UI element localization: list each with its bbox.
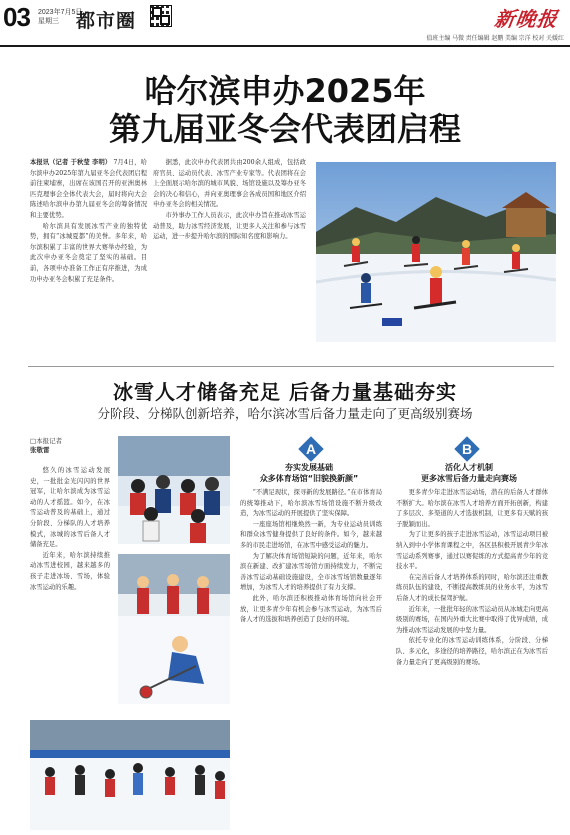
qr-code-icon [150, 5, 172, 27]
lead-headline [0, 72, 570, 148]
lead-paragraph: 7月4日，哈尔滨申办2025年第九届亚冬会代表团启程前往柬埔寨，出席在该国召开的亚洲奥林匹克理事会全体代表大会，届时将向大会陈述哈尔滨申办第九届亚冬会的筹备情况和主要优势。 [30, 159, 147, 219]
youth-skating-photo-image [30, 720, 230, 830]
lead-story-column-2 [153, 158, 306, 358]
section-b-paragraph: 近年来，一批批年轻的冰雪运动员从冰城走向更高级别的赛场，在国内外重大比赛中取得了优异成绩，成为推动冰雪运动发展的中坚力量。 [396, 605, 548, 634]
section-a-paragraph: 一座座场馆相继焕然一新，为专业运动员训练和群众冰雪健身提供了良好的条件。如今，越来越多的市民走进场馆，在冰雪中感受运动的魅力。 [240, 520, 382, 549]
section-b-title-line1: 活化人才机制 [445, 463, 493, 472]
section-a-title [238, 462, 380, 484]
section-b-paragraph: 为了让更多的孩子走进冰雪运动，冰雪运动项目被纳入到中小学体育课程之中，各区县积极开展青少年冰雪运动系列赛事，通过以赛促练的方式提高青少年的竞技水平。 [396, 531, 548, 571]
subsection-deck: 分阶段、分梯队创新培养，哈尔滨冰雪后备力量走向了更高级别赛场 [97, 406, 473, 421]
masthead [0, 0, 570, 50]
section-a-paragraph: 此外，哈尔滨还积极推动体育场馆向社会开放，让更多青少年有机会参与冰雪运动，为冰雪后备人才的选拔和培养创造了良好的环境。 [240, 594, 382, 624]
left-paragraph: 悠久的冰雪运动发展史，一批批金光闪闪的世界冠军，让哈尔滨成为冰雪运动的人才摇篮。如今，在冰雪运动普及的基础上，通过分阶段、分梯队的人才培养模式，冰城的冰雪后备人才储备充足。 [30, 467, 110, 549]
subsection-byline [30, 437, 110, 455]
section-name: 都市圈 [76, 11, 137, 32]
lead-paragraph: 哈尔滨具有发展冰雪产业的独特优势，拥有“冰城夏都”的美誉。多年来，哈尔滨积累了丰富的世界大赛举办经验，为此次申办亚冬会奠定了坚实的基础。目前，各项申办准备工作正有序推进，为成功申办亚冬会积累了充足条件。 [30, 222, 147, 283]
section-a-title-line2: 众多体育场馆“旧貌换新颜” [259, 474, 359, 483]
lead-story-column-1 [30, 158, 147, 358]
section-b-paragraph: 依托专业化的冰雪运动训练体系，分阶段、分梯队、多元化，多途径的培养路径，哈尔滨正在为冰雪后备力量走向了更高级别的赛场。 [396, 637, 548, 666]
issue-weekday: 星期三 [38, 18, 59, 25]
kids-hockey-photo-image [118, 436, 230, 544]
lead-byline: 本报讯（记者 于秋莹 李明） [30, 159, 112, 166]
kids-hockey-photo [118, 436, 230, 544]
subsection-headline: 冰雪人才储备充足 后备力量基础夯实 [113, 380, 457, 404]
masthead-rule [0, 45, 570, 47]
newspaper-logo: 新晚报 [493, 7, 560, 31]
section-a-badge [298, 436, 323, 461]
lead-headline-line1: 哈尔滨申办2025年 [144, 72, 426, 110]
section-a-paragraph: 为了解决体育场馆短缺的问题，近年来，哈尔滨在新建、改扩建冰雪场馆方面持续发力，不断完善冰雪运动基础设施建设，全市冰雪场馆数量逐年增加，为冰雪人才的培养提供了有力支撑。 [240, 552, 382, 592]
left-paragraph: 近年来，哈尔滨持续推动冰雪进校园，越来越多的孩子走进冰场、雪场，体验冰雪运动的乐趣。 [30, 551, 110, 591]
section-b-badge [454, 436, 479, 461]
subsection-left-column [30, 466, 110, 716]
lead-paragraph: 市外事办工作人员表示，此次申办旨在推动冰雪运动普及，助力冰雪经济发展，让更多人关注和参与冰雪运动，进一步提升哈尔滨的国际知名度和影响力。 [153, 211, 306, 241]
section-b-paragraph: 在完善后备人才培养体系的同时，哈尔滨还注重教练员队伍的建设，不断提高教练员的业务水平，为冰雪后备人才的成长保驾护航。 [396, 573, 548, 602]
section-a-title-line1: 夯实发展基础 [285, 463, 333, 472]
lead-paragraph: 据悉，此次申办代表团共由200余人组成，包括政府官员、运动员代表、冰雪产业专家等。代表团将在会上全面展示哈尔滨的城市风貌、场馆设施以及筹办亚冬会的决心和信心，并向亚奥理事会各成员国和地区介绍申办亚冬会的相关情况。 [153, 159, 306, 209]
curling-training-photo-image [118, 554, 230, 704]
editor-credits: 值班主编 马微 责任编辑 赵鹏 美编 宗洋 校对 关媛红 [426, 36, 564, 42]
section-a-letter: A [305, 441, 317, 457]
lead-headline-line2: 第九届亚冬会代表团启程 [108, 110, 461, 148]
page-number: 03 [3, 2, 30, 32]
section-b-title-line2: 更多冰雪后备力量走向赛场 [421, 474, 517, 483]
byline-line: 张敬雷 [30, 446, 50, 454]
curling-training-photo [118, 554, 230, 704]
section-a-body [240, 488, 382, 828]
section-divider [28, 366, 554, 367]
section-a-paragraph: “不满足现状，探寻新的发展路径。”在市体育局的统筹推动下，哈尔滨冰雪场馆设施不断升级改造，为冰雪运动的开展提供了坚实保障。 [240, 489, 382, 518]
section-b-paragraph: 更多青少年走进冰雪运动场，潜在的后备人才群体不断扩大。哈尔滨在冰雪人才培养方面开拓创新，构建了多层次、多渠道的人才选拔机制，让更多有天赋的孩子脱颖而出。 [396, 489, 548, 528]
section-b-letter: B [461, 441, 473, 457]
byline-line: □本报记者 [30, 437, 63, 445]
youth-skating-photo [30, 720, 230, 830]
section-b-title [396, 462, 542, 484]
section-b-body [396, 488, 548, 828]
skiers-photo-image [316, 162, 556, 342]
skiers-photo [316, 162, 556, 342]
issue-date: 2023年7月5日 [38, 9, 83, 16]
